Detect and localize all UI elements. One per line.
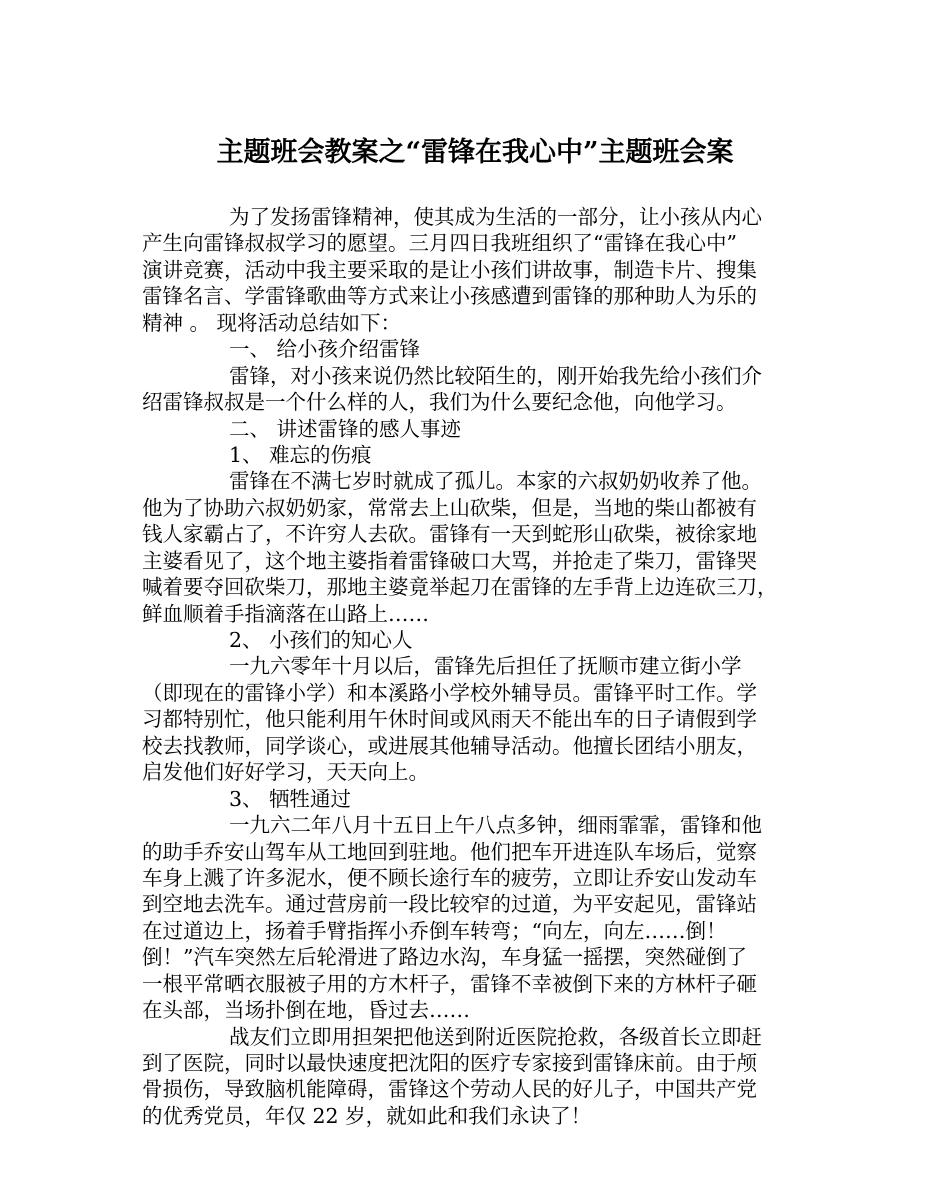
text-line: 演讲竞赛，活动中我主要采取的是让小孩们讲故事，制造卡片、搜集 [142,257,757,282]
text-line: 钱人家霸占了，不许穷人去砍。雷锋有一天到蛇形山砍柴，被徐家地 [142,522,757,547]
text-line: 主婆看见了，这个地主婆指着雷锋破口大骂，并抢走了柴刀，雷锋哭 [142,548,757,573]
text-line: 在头部，当场扑倒在地，昏过去…… [142,998,470,1023]
document-body [142,204,812,1129]
text-line: 鲜血顺着手指滴落在山路上…… [142,601,429,626]
text-line: 骨损伤，导致脑机能障碍，雷锋这个劳动人民的好儿子，中国共产党 [142,1077,757,1102]
text-line: 一九六二年八月十五日上午八点多钟，细雨霏霏，雷锋和他 [229,813,762,838]
text-line: （即现在的雷锋小学）和本溪路小学校外辅导员。雷锋平时工作。学 [142,680,757,705]
text-line: 雷锋名言、学雷锋歌曲等方式来让小孩感遭到雷锋的那种助人为乐的 [142,284,757,309]
text-line: 车身上溅了许多泥水，便不顾长途行车的疲劳，立即让乔安山发动车 [142,865,757,890]
text-line: 启发他们好好学习，天天向上。 [142,760,429,785]
text-line: 到了医院，同时以最快速度把沈阳的医疗专家接到雷锋床前。由于颅 [142,1051,757,1075]
text-line: 喊着要夺回砍柴刀，那地主婆竟举起刀在雷锋的左手背上边连砍三刀， [142,575,778,600]
text-line: 2、 小孩们的知心人 [229,628,413,652]
text-line: 倒！”汽车突然左后轮滑进了路边水沟，车身猛一摇摆，突然碰倒了 [142,945,747,970]
text-line: 1、 难忘的伤痕 [229,442,372,467]
text-line: 雷锋，对小孩来说仍然比较陌生的，刚开始我先给小孩们介 [229,363,762,388]
text-line: 绍雷锋叔叔是一个什么样的人，我们为什么要纪念他，向他学习。 [142,390,737,415]
text-line: 精神 。 现将活动总结如下： [142,310,402,335]
text-line: 为了发扬雷锋精神，使其成为生活的一部分，让小孩从内心 [229,205,762,229]
text-line: 他为了协助六叔奶奶家，常常去上山砍柴，但是，当地的柴山都被有 [142,495,757,520]
text-line: 校去找教师，同学谈心，或进展其他辅导活动。他擅长团结小朋友， [142,733,757,758]
text-line: 的优秀党员，年仅 22 岁，就如此和我们永诀了！ [142,1103,592,1128]
text-line: 一、 给小孩介绍雷锋 [229,337,421,362]
text-line: 战友们立即用担架把他送到附近医院抢救，各级首长立即赶 [229,1024,762,1049]
text-line: 在过道边上，扬着手臂指挥小乔倒车转弯；“向左，向左……倒！ [142,918,727,943]
text-line: 二、 讲述雷锋的感人事迹 [229,416,462,441]
document-title: 主题班会教案之“雷锋在我心中”主题班会案 [216,137,734,168]
text-line: 产生向雷锋叔叔学习的愿望。三月四日我班组织了“雷锋在我心中” [142,231,737,256]
text-line: 雷锋在不满七岁时就成了孤儿。本家的六叔奶奶收养了他。 [229,469,762,494]
text-line: 一九六零年十月以后，雷锋先后担任了抚顺市建立街小学 [229,654,742,679]
text-line: 到空地去洗车。通过营房前一段比较窄的过道，为平安起见，雷锋站 [142,892,757,917]
text-line: 3、 牺牲通过 [229,786,352,811]
text-line: 的助手乔安山驾车从工地回到驻地。他们把车开进连队车场后，觉察 [142,839,757,864]
text-line: 一根平常晒衣服被子用的方木杆子，雷锋不幸被倒下来的方林杆子砸 [142,971,757,996]
text-line: 习都特别忙，他只能利用午休时间或风雨天不能出车的日子请假到学 [142,707,757,732]
